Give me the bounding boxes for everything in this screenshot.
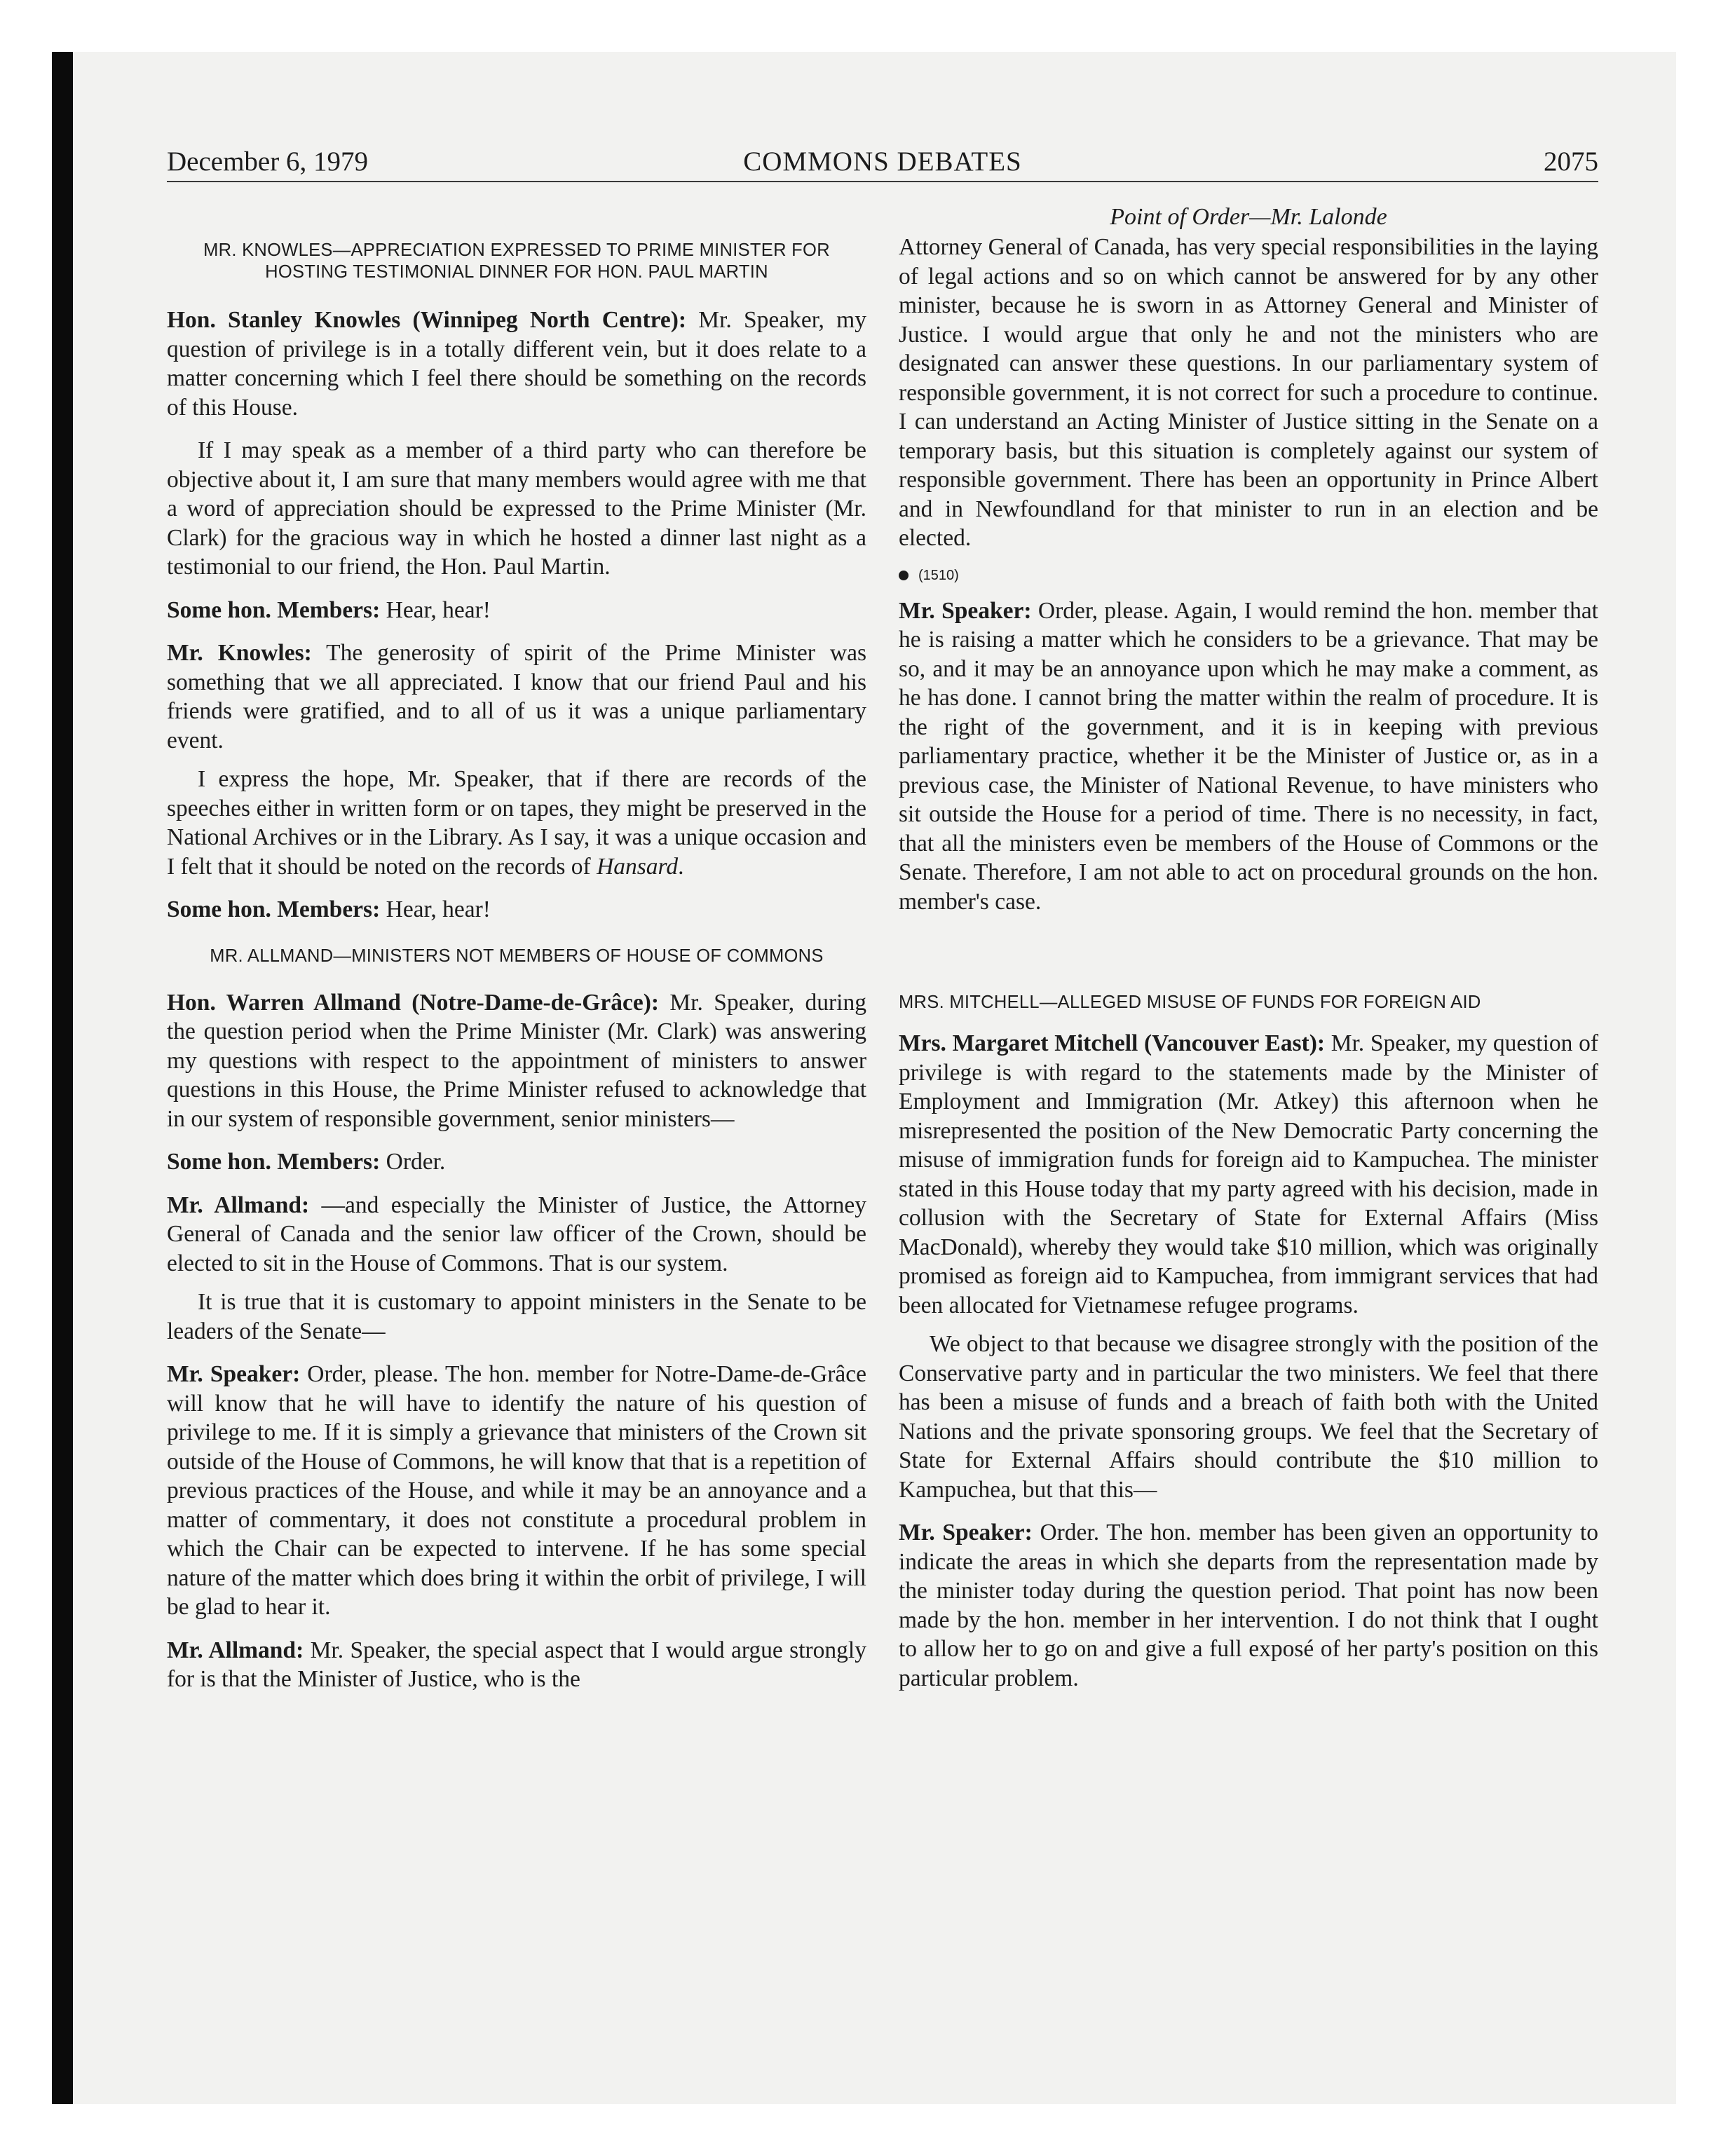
speaker-name: Hon. Warren Allmand (Notre-Dame-de-Grâce):	[167, 989, 660, 1016]
bullet-dot-icon	[899, 571, 909, 580]
speech-text: Order.	[380, 1149, 446, 1175]
speech-text: .	[678, 853, 684, 880]
speaker-name: Mr. Knowles:	[167, 640, 312, 666]
speech-text: The generosity of spirit of the Prime Minister was something that we all appreciated. I know that our friend Paul and his friends were gratified, and to all of us it was a unique parliamentary event.	[167, 640, 867, 753]
speech-text: Hear, hear!	[380, 596, 491, 623]
page-number: 2075	[1544, 146, 1598, 177]
speech-text: Mr. Speaker, the special aspect that I would argue strongly for is that the Minister of Justice, who is the	[167, 1637, 866, 1692]
time-marker	[899, 561, 1598, 589]
speaker-name: Some hon. Members:	[167, 1149, 381, 1175]
binding-edge	[52, 52, 73, 2104]
section-heading-knowles: MR. KNOWLES—APPRECIATION EXPRESSED TO PRIME MINISTER FOR HOSTING TESTIMONIAL DINNER FOR HON. PAUL MARTIN	[203, 240, 830, 282]
section-heading-mitchell: MRS. MITCHELL—ALLEGED MISUSE OF FUNDS FOR FOREIGN AID	[899, 992, 1481, 1012]
speaker-name: Mr. Allmand:	[167, 1192, 310, 1218]
paragraph	[167, 639, 866, 755]
speech-text: Mr. Speaker, my question of privilege is in a totally different vein, but it does relate to a matter concerning which I feel there should be something on the records of this House.	[167, 307, 866, 421]
paragraph: It is true that it is customary to appoint ministers in the Senate to be leaders of the Senate—	[167, 1289, 866, 1344]
speech-text: Order. The hon. member has been given an opportunity to indicate the areas in which she departs from the representation made by the minister today during the question period. That point has now been made by the hon. member in her intervention. I do not think that I ought to allow her to go on and give a full exposé of her party's position on this particular problem.	[899, 1520, 1598, 1691]
speech-text: —and especially the Minister of Justice, the Attorney General of Canada and the senior law officer of the Crown, should be elected to sit in the House of Commons. That is our system.	[167, 1192, 866, 1276]
speaker-name: Mr. Allmand:	[167, 1637, 304, 1663]
page-header	[167, 144, 1598, 182]
section-heading-allmand: MR. ALLMAND—MINISTERS NOT MEMBERS OF HOUSE OF COMMONS	[210, 946, 824, 966]
paragraph	[167, 596, 866, 625]
paragraph	[167, 765, 866, 881]
paragraph	[899, 1518, 1598, 1693]
paragraph: Attorney General of Canada, has very special responsibilities in the laying of legal actions and so on which cannot be answered for by any other minister, because he is sworn in as Attorney General and Minister of Justice. I would argue that only he and not the ministers who are designated can answer these questions. In our parliamentary system of responsible government, it is not correct for such a procedure to continue. I can understand an Acting Minister of Justice sitting in the Senate on a temporary basis, but this situation is completely against our system of responsible government. There has been an opportunity in Prince Albert and in Newfoundland for that minister to run in an election and be elected.	[899, 234, 1598, 551]
running-head: Point of Order—Mr. Lalonde	[1110, 204, 1387, 230]
speaker-name: Mrs. Margaret Mitchell (Vancouver East):	[899, 1030, 1326, 1056]
header-title: COMMONS DEBATES	[743, 146, 1022, 177]
paragraph: If I may speak as a member of a third party who can therefore be objective about it, I am sure that many members would agree with me that a word of appreciation should be expressed to the Prime Minister (Mr. Clark) for the gracious way in which he hosted a dinner last night as a testimonial to our friend, the Hon. Paul Martin.	[167, 437, 866, 580]
right-column	[899, 203, 1598, 1693]
speaker-name: Some hon. Members:	[167, 596, 381, 623]
paragraph	[899, 1029, 1598, 1320]
paragraph	[899, 596, 1598, 917]
speech-text: Order, please. Again, I would remind the hon. member that he is raising a matter which he considers to be a grievance. That may be so, and it may be an annoyance upon which he may make a comment, as he has done. I cannot bring the matter within the realm of procedure. It is the right of the government, and it is in keeping with previous parliamentary practice, whether it be the Minister of Justice or, as in a previous case, the Minister of National Revenue, to have ministers who sit outside the House for a period of time. There is no necessity, in fact, that all the ministers even be members of the House of Commons or the Senate. Therefore, I am not able to act on procedural grounds on the hon. member's case.	[899, 597, 1598, 915]
speaker-name: Mr. Speaker:	[899, 1520, 1033, 1546]
paragraph	[167, 1360, 866, 1622]
left-column	[167, 203, 866, 1694]
speech-text: I express the hope, Mr. Speaker, that if there are records of the speeches either in written form or on tapes, they might be preserved in the National Archives or in the Library. As I say, it was a unique occasion and I felt that it should be noted on the records of	[167, 766, 866, 880]
paragraph	[167, 1191, 866, 1278]
paragraph	[167, 1636, 866, 1694]
speaker-name: Mr. Speaker:	[167, 1361, 301, 1387]
speaker-name: Mr. Speaker:	[899, 597, 1032, 624]
speech-text: Mr. Speaker, my question of privilege is with regard to the statements made by the Minister of Employment and Immigration (Mr. Atkey) this afternoon when he misrepresented the position of the New Democratic Party concerning the misuse of immigration funds for foreign aid to Kampuchea. The minister stated in this House today that my party agreed with his decision, made in collusion with the Secretary of State for External Affairs (Miss MacDonald), whereby they would take $10 million, which was originally promised as foreign aid to Kampuchea, from immigrant services that had been allocated for Vietnamese refugee programs.	[899, 1030, 1598, 1318]
hansard-italic: Hansard	[597, 853, 679, 880]
paragraph	[167, 988, 866, 1134]
time-marker-text: (1510)	[918, 567, 959, 583]
speech-text: Order, please. The hon. member for Notre-Dame-de-Grâce will know that he will have to identify the nature of his question of privilege to me. If it is simply a grievance that ministers of the Crown sit outside of the House of Commons, he will know that that is a repetition of previous practices of the House, and while it may be an annoyance and a matter of commentary, it does not constitute a procedural problem in which the Chair can be expected to intervene. If he has some special nature of the matter which does bring it within the orbit of privilege, I will be glad to hear it.	[167, 1361, 866, 1620]
speech-text: Mr. Speaker, during the question period when the Prime Minister (Mr. Clark) was answering my questions with respect to the appointment of ministers to answer questions in this House, the Prime Minister refused to acknowledge that in our system of responsible government, senior ministers—	[167, 989, 866, 1132]
paragraph	[167, 1147, 866, 1177]
paragraph	[167, 306, 866, 422]
speaker-name: Hon. Stanley Knowles (Winnipeg North Centre):	[167, 307, 687, 333]
paragraph: We object to that because we disagree strongly with the position of the Conservative party and in particular the two ministers. We feel that there has been a misuse of funds and a breach of faith both with the United Nations and the private sponsoring groups. We feel that the Secretary of State for External Affairs should contribute the $10 million to Kampuchea, but that this—	[899, 1331, 1598, 1503]
speaker-name: Some hon. Members:	[167, 896, 381, 922]
speech-text: Hear, hear!	[380, 896, 491, 922]
header-date: December 6, 1979	[167, 146, 368, 177]
paragraph	[167, 895, 866, 925]
